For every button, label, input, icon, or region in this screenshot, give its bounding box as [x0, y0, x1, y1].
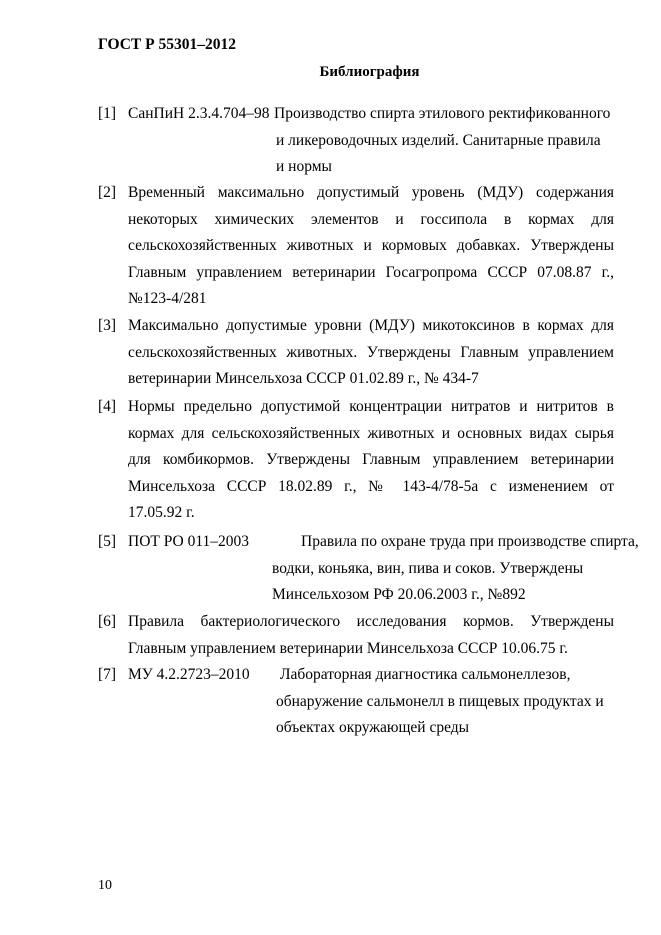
entry-number: [7] [98, 666, 117, 683]
entry-line: Производство спирта этилового ректификованного [274, 105, 611, 122]
entry-line: Правила по охране труда при производстве спирта, [301, 533, 639, 550]
entry-code: МУ 4.2.2723–2010 [128, 666, 250, 683]
entry-code: ПОТ РО 011–2003 [128, 533, 250, 550]
entry-description [128, 180, 614, 313]
entry-line: объектах окружающей среды [276, 719, 470, 736]
entry-number: [5] [98, 533, 117, 550]
entry-description [128, 394, 614, 527]
entry-description [276, 662, 604, 742]
entry-line: сельскохозяйственных животных и кормовых добавках. Утверждены [128, 237, 614, 254]
entry-line: Правила бактериологического исследования кормов. Утверждены [128, 613, 614, 630]
entry-number: [3] [98, 317, 117, 334]
entry-number: [6] [98, 613, 117, 630]
entry-line: и нормы [276, 158, 332, 175]
entry-line: Временный максимально допустимый уровень (МДУ) содержания [128, 184, 614, 201]
page-number: 10 [98, 878, 112, 893]
entry-line: 17.05.92 г. [128, 504, 195, 521]
entry-line: Лабораторная диагностика сальмонеллезов, [280, 666, 571, 683]
standard-code: ГОСТ Р 55301–2012 [98, 36, 236, 53]
entry-line: №123-4/281 [128, 290, 207, 307]
entry-line: для комбикормов. Утверждены Главным управлением ветеринарии [128, 451, 614, 468]
entry-line: Минсельхоза СССР 18.02.89 г., № 143-4/78-5а с изменением от [128, 477, 614, 495]
entry-number: [1] [98, 105, 117, 122]
entry-code: СанПиН 2.3.4.704–98 [128, 105, 270, 122]
entry-description [128, 313, 614, 393]
entry-line: ветеринарии Минсельхоза СССР 01.02.89 г., № 434-7 [128, 370, 479, 387]
entry-line: Главным управлением ветеринарии Минсельхоза СССР 10.06.75 г. [128, 639, 568, 657]
entry-line: некоторых химических элементов и госсипола в кормах для [128, 210, 614, 228]
entry-line: кормах для сельскохозяйственных животных и основных видах сырья [128, 424, 614, 442]
entry-number: [2] [98, 184, 117, 201]
entry-line: Минсельхозом РФ 20.06.2003 г., №892 [272, 586, 526, 603]
entry-line: водки, коньяка, вин, пива и соков. Утверждены [272, 559, 584, 577]
entry-line: и ликероводочных изделий. Санитарные правила [276, 131, 601, 149]
entry-description [272, 529, 639, 609]
entry-number: [4] [98, 398, 117, 415]
entry-line: Главным управлением ветеринарии Госагропрома СССР 07.08.87 г., [128, 263, 614, 281]
entry-line: Нормы предельно допустимой концентрации нитратов и нитритов в [128, 398, 614, 415]
entry-line: Максимально допустимые уровни (МДУ) микотоксинов в кормах для [128, 317, 614, 334]
bibliography-title: Библиография [319, 64, 420, 80]
entry-description [128, 609, 614, 662]
entry-line: сельскохозяйственных животных. Утверждены Главным управлением [128, 343, 614, 361]
entry-description [276, 101, 610, 181]
entry-line: обнаружение сальмонелл в пищевых продуктах и [276, 692, 604, 710]
